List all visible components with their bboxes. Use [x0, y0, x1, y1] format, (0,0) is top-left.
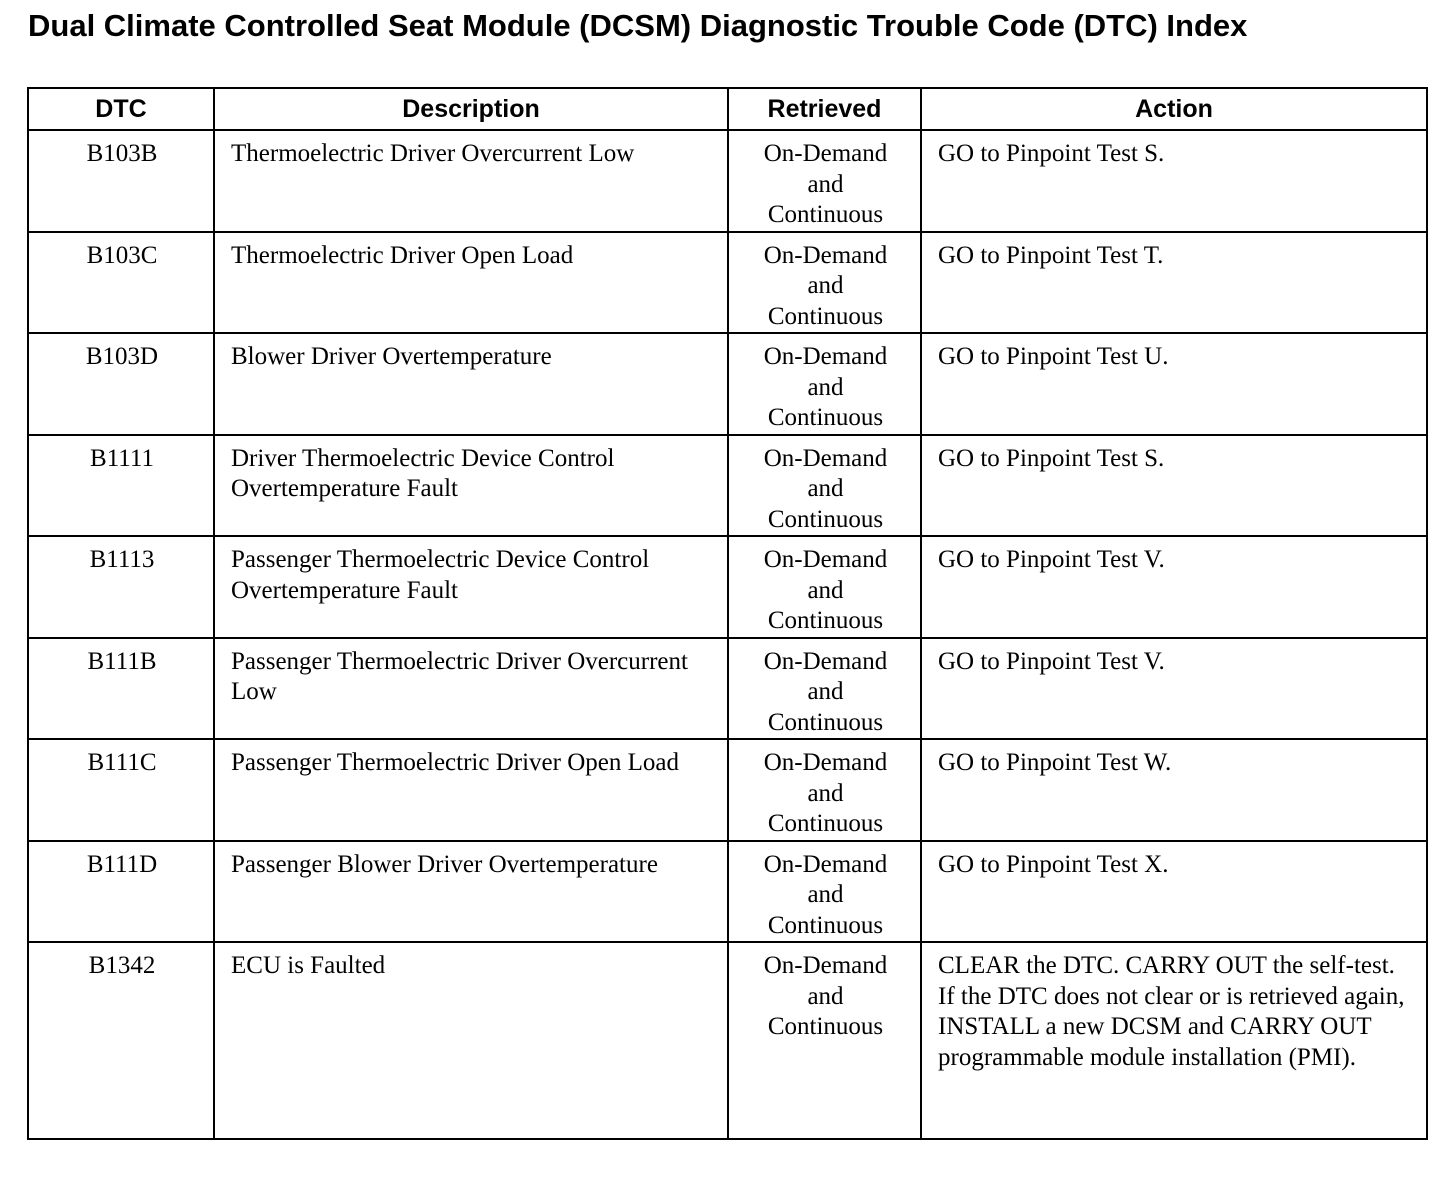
retrieved-cell: [728, 130, 921, 232]
action-cell: GO to Pinpoint Test V.: [921, 536, 1427, 638]
table-header-row: [28, 88, 1427, 130]
action-cell: GO to Pinpoint Test U.: [921, 333, 1427, 435]
retrieved-cell: [728, 435, 921, 537]
retrieved-line: Continuous: [767, 201, 884, 228]
dtc-code-cell: B103B: [28, 130, 214, 232]
retrieved-line: Continuous: [767, 1013, 884, 1040]
retrieved-line: and: [807, 576, 844, 604]
description-cell: Blower Driver Overtemperature: [214, 333, 728, 435]
retrieved-line: and: [807, 982, 844, 1010]
retrieved-line: On-Demand: [763, 140, 888, 167]
retrieved-line: On-Demand: [763, 343, 888, 370]
description-cell: ECU is Faulted: [214, 942, 728, 1139]
retrieved-line: On-Demand: [763, 546, 888, 573]
retrieved-cell: [728, 333, 921, 435]
description-cell: Thermoelectric Driver Open Load: [214, 232, 728, 334]
column-header-dtc: DTC: [28, 88, 214, 130]
retrieved-line: and: [807, 170, 844, 198]
page-title: Dual Climate Controlled Seat Module (DCSM) Diagnostic Trouble Code (DTC) Index: [28, 8, 1248, 43]
description-cell: Passenger Blower Driver Overtemperature: [214, 841, 728, 943]
retrieved-line: Continuous: [767, 404, 884, 431]
dtc-code-cell: B1342: [28, 942, 214, 1139]
retrieved-line: On-Demand: [763, 444, 888, 472]
retrieved-line: and: [807, 779, 844, 807]
action-cell: CLEAR the DTC. CARRY OUT the self-test. If the DTC does not clear or is retrieved again, INSTALL a new DCSM and CARRY OUT programmable module installation (PMI).: [921, 942, 1427, 1139]
retrieved-line: and: [807, 678, 844, 705]
retrieved-line: and: [807, 373, 844, 401]
retrieved-cell: [728, 942, 921, 1139]
action-cell: GO to Pinpoint Test T.: [921, 232, 1427, 334]
table-row: [28, 435, 1427, 537]
dtc-index-table: [27, 87, 1428, 1140]
dtc-code-cell: B111D: [28, 841, 214, 943]
table-row: [28, 942, 1427, 1139]
description-cell: Thermoelectric Driver Overcurrent Low: [214, 130, 728, 232]
retrieved-line: On-Demand: [763, 241, 888, 269]
retrieved-cell: [728, 638, 921, 740]
dtc-code-cell: B103C: [28, 232, 214, 334]
retrieved-line: On-Demand: [763, 647, 888, 675]
retrieved-line: Continuous: [767, 708, 884, 736]
retrieved-line: On-Demand: [763, 952, 888, 979]
table-row: [28, 232, 1427, 334]
action-cell: GO to Pinpoint Test S.: [921, 130, 1427, 232]
retrieved-cell: [728, 536, 921, 638]
description-cell: Driver Thermoelectric Device Control Overtemperature Fault: [214, 435, 728, 537]
dtc-code-cell: B1111: [28, 435, 214, 537]
table-row: [28, 536, 1427, 638]
action-cell: GO to Pinpoint Test V.: [921, 638, 1427, 740]
description-cell: Passenger Thermoelectric Driver Overcurrent Low: [214, 638, 728, 740]
dtc-code-cell: B111B: [28, 638, 214, 740]
retrieved-cell: [728, 232, 921, 334]
description-cell: Passenger Thermoelectric Driver Open Load: [214, 739, 728, 841]
table-row: [28, 130, 1427, 232]
column-header-action: Action: [921, 88, 1427, 130]
retrieved-line: Continuous: [767, 505, 884, 533]
retrieved-line: and: [807, 272, 844, 299]
retrieved-line: Continuous: [767, 302, 884, 330]
dtc-code-cell: B103D: [28, 333, 214, 435]
action-cell: GO to Pinpoint Test X.: [921, 841, 1427, 943]
retrieved-line: On-Demand: [763, 850, 888, 878]
retrieved-line: On-Demand: [763, 749, 888, 776]
retrieved-line: Continuous: [767, 810, 884, 837]
retrieved-cell: [728, 739, 921, 841]
retrieved-line: and: [807, 881, 844, 908]
retrieved-line: Continuous: [767, 607, 884, 634]
dtc-code-cell: B111C: [28, 739, 214, 841]
retrieved-line: and: [807, 475, 844, 502]
column-header-retrieved: Retrieved: [728, 88, 921, 130]
description-cell: Passenger Thermoelectric Device Control Overtemperature Fault: [214, 536, 728, 638]
action-cell: GO to Pinpoint Test S.: [921, 435, 1427, 537]
table-row: [28, 333, 1427, 435]
dtc-code-cell: B1113: [28, 536, 214, 638]
table-row: [28, 841, 1427, 943]
retrieved-line: Continuous: [767, 911, 884, 939]
retrieved-cell: [728, 841, 921, 943]
action-cell: GO to Pinpoint Test W.: [921, 739, 1427, 841]
column-header-description: Description: [214, 88, 728, 130]
table-row: [28, 638, 1427, 740]
table-row: [28, 739, 1427, 841]
